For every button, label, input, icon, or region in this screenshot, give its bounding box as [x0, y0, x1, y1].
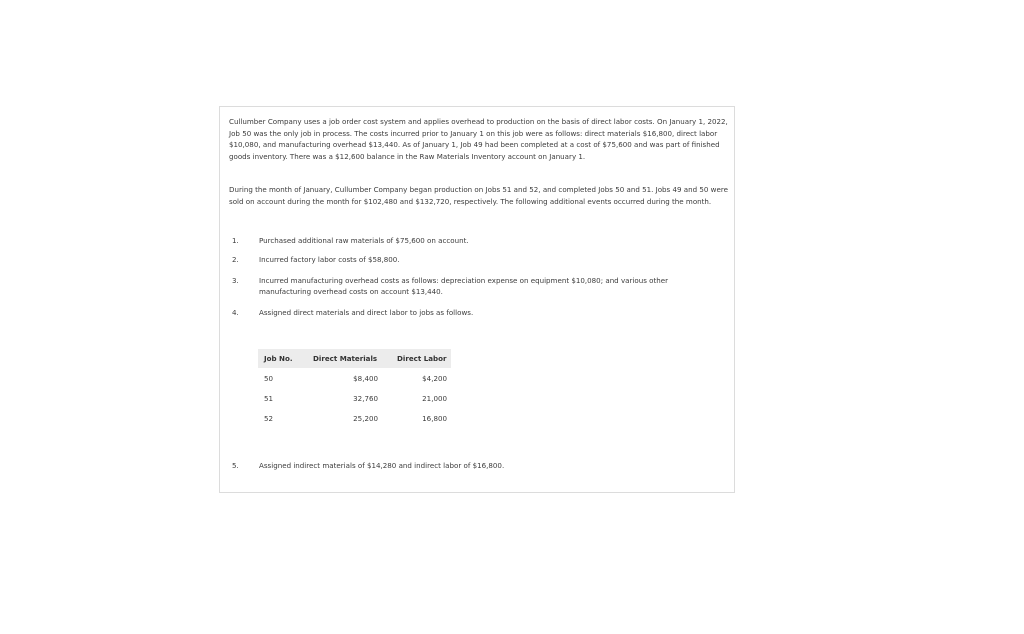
cell-job: 51: [264, 394, 274, 403]
header-direct-labor: Direct Labor: [397, 354, 447, 363]
intro-paragraph: Cullumber Company uses a job order cost system and applies overhead to production on the basis of direct labor costs. On January 1, 2022, Job 50 was the only job in process. The costs incurred prior to January 1 on this job were as follows: direct materials $16,800, direct labor $10,080, and manufacturing overhead $13,440. As of January 1, Job 49 had been completed at a cost of $75,600 and was part of finished goods inventory. There was a $12,600 balance in the Raw Materials Inventory account on January 1.: [229, 117, 728, 162]
cell-direct-materials: $8,400: [353, 374, 378, 383]
event-text: Assigned direct materials and direct labor to jobs as follows.: [259, 308, 474, 317]
event-number: 4.: [232, 308, 239, 317]
table-header: [258, 349, 451, 368]
cell-job: 52: [264, 414, 274, 423]
event-number: 5.: [232, 461, 239, 470]
event-number: 3.: [232, 276, 239, 285]
header-direct-materials: Direct Materials: [313, 354, 378, 363]
cell-direct-labor: 16,800: [422, 414, 447, 423]
job-cost-table: [258, 349, 451, 428]
cell-direct-labor: $4,200: [422, 374, 447, 383]
event-text: Assigned indirect materials of $14,280 and indirect labor of $16,800.: [259, 461, 505, 470]
event-number: 1.: [232, 236, 239, 245]
table-row: [258, 368, 451, 388]
january-paragraph: During the month of January, Cullumber Company began production on Jobs 51 and 52, and completed Jobs 50 and 51. Jobs 49 and 50 were sold on account during the month for $102,480 and $132,720, respectively. The following additional events occurred during the month.: [229, 185, 728, 206]
cell-job: 50: [264, 374, 274, 383]
cell-direct-materials: 32,760: [353, 394, 378, 403]
table-row: [258, 408, 451, 428]
event-text: Purchased additional raw materials of $75,600 on account.: [259, 236, 469, 245]
cell-direct-materials: 25,200: [353, 414, 378, 423]
header-job-no: Job No.: [264, 354, 293, 363]
event-text: Incurred factory labor costs of $58,800.: [259, 255, 400, 264]
cell-direct-labor: 21,000: [422, 394, 447, 403]
event-number: 2.: [232, 255, 239, 264]
event-text: Incurred manufacturing overhead costs as follows: depreciation expense on equipment $10,080; and various other manufacturing overhead costs on account $13,440.: [259, 276, 669, 296]
table-row: [258, 388, 451, 408]
problem-card: [219, 106, 735, 493]
